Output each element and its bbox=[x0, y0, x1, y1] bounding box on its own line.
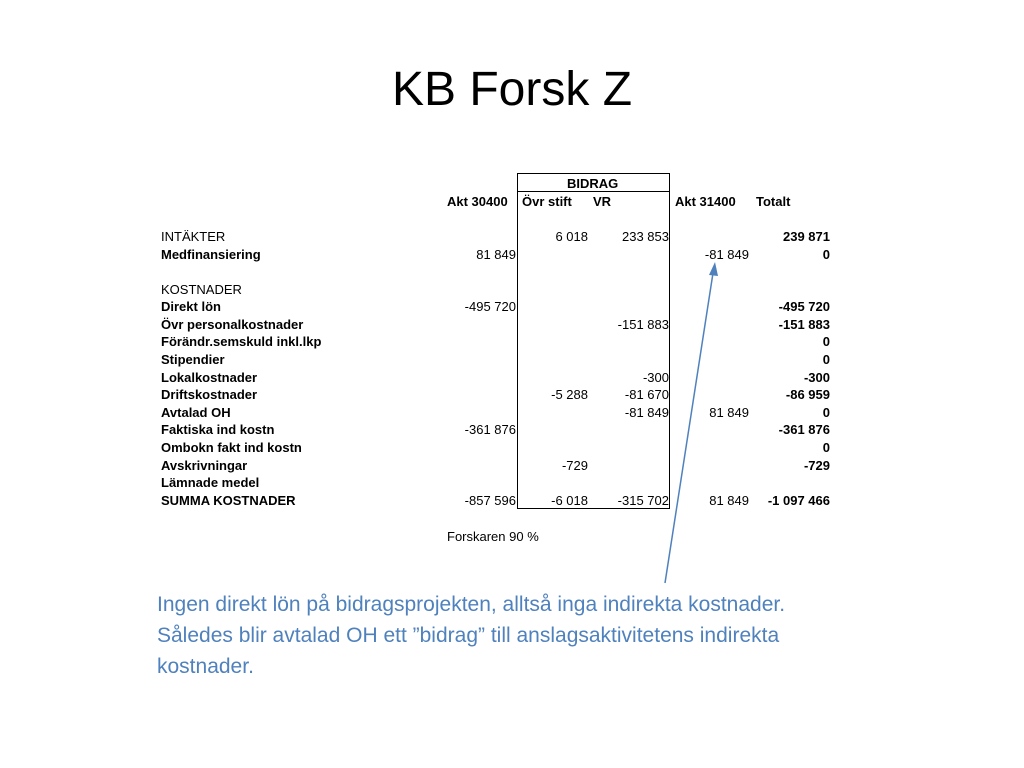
table-cell: -1 097 466 bbox=[767, 493, 830, 508]
col-header-vr: VR bbox=[593, 194, 612, 209]
note-line-1: Ingen direkt lön på bidragsprojekten, alltså inga indirekta kostnader. bbox=[157, 593, 786, 616]
bidrag-header: BIDRAG bbox=[567, 176, 619, 191]
table-cell: -81 670 bbox=[624, 387, 669, 402]
note-line-3: kostnader. bbox=[157, 655, 254, 678]
row-label: Stipendier bbox=[161, 352, 225, 367]
table-cell: -300 bbox=[803, 370, 830, 385]
col-header-totalt: Totalt bbox=[756, 194, 791, 209]
note-line-2: Således blir avtalad OH ett ”bidrag” till anslagsaktivitetens indirekta bbox=[157, 624, 780, 647]
row-label: Förändr.semskuld inkl.lkp bbox=[161, 334, 322, 349]
col-header-akt30400: Akt 30400 bbox=[447, 194, 508, 209]
row-label: Lämnade medel bbox=[161, 475, 260, 490]
table-cell: 81 849 bbox=[709, 493, 749, 508]
table-cell: 0 bbox=[822, 440, 830, 455]
col-header-ovr-stift: Övr stift bbox=[522, 194, 572, 209]
row-label: Medfinansiering bbox=[161, 247, 261, 262]
row-label: KOSTNADER bbox=[161, 282, 242, 297]
row-label: Faktiska ind kostn bbox=[161, 422, 275, 437]
table-cell: -81 849 bbox=[704, 247, 749, 262]
table-cell: 0 bbox=[822, 405, 830, 420]
slide-title: KB Forsk Z bbox=[391, 63, 633, 116]
table-cell: -495 720 bbox=[778, 299, 830, 314]
table-cell: -315 702 bbox=[617, 493, 669, 508]
table-cell: -5 288 bbox=[551, 387, 588, 402]
row-label: INTÄKTER bbox=[161, 229, 226, 244]
table-cell: -81 849 bbox=[624, 405, 669, 420]
table-cell: -6 018 bbox=[551, 493, 588, 508]
row-label: Lokalkostnader bbox=[161, 370, 258, 385]
table-cell: 239 871 bbox=[783, 229, 830, 244]
footnote: Forskaren 90 % bbox=[447, 529, 539, 544]
col-header-akt31400: Akt 31400 bbox=[675, 194, 736, 209]
table-cell: 233 853 bbox=[622, 229, 669, 244]
table-cell: -729 bbox=[803, 458, 830, 473]
table-cell: -86 959 bbox=[785, 387, 830, 402]
row-label: Avtalad OH bbox=[161, 405, 231, 420]
table-cell: 0 bbox=[822, 334, 830, 349]
arrow-line bbox=[665, 273, 713, 583]
table-cell: -151 883 bbox=[778, 317, 830, 332]
arrow-head bbox=[709, 262, 718, 276]
row-label: Övr personalkostnader bbox=[161, 317, 304, 332]
table-cell: 6 018 bbox=[555, 229, 588, 244]
table-cell: 0 bbox=[822, 247, 830, 262]
table-cell: 81 849 bbox=[709, 405, 749, 420]
table-cell: -361 876 bbox=[464, 422, 516, 437]
table-cell: 81 849 bbox=[476, 247, 516, 262]
table-cell: -151 883 bbox=[617, 317, 669, 332]
row-label: Direkt lön bbox=[161, 299, 221, 314]
table-cell: -361 876 bbox=[778, 422, 830, 437]
table-cell: -495 720 bbox=[464, 299, 516, 314]
row-label: Driftskostnader bbox=[161, 387, 258, 402]
note-text bbox=[157, 589, 937, 682]
table-cell: 0 bbox=[822, 352, 830, 367]
row-label: Ombokn fakt ind kostn bbox=[161, 440, 302, 455]
table-cell: -729 bbox=[561, 458, 588, 473]
row-label: SUMMA KOSTNADER bbox=[161, 493, 296, 508]
table-cell: -857 596 bbox=[464, 493, 516, 508]
row-label: Avskrivningar bbox=[161, 458, 248, 473]
table-cell: -300 bbox=[642, 370, 669, 385]
